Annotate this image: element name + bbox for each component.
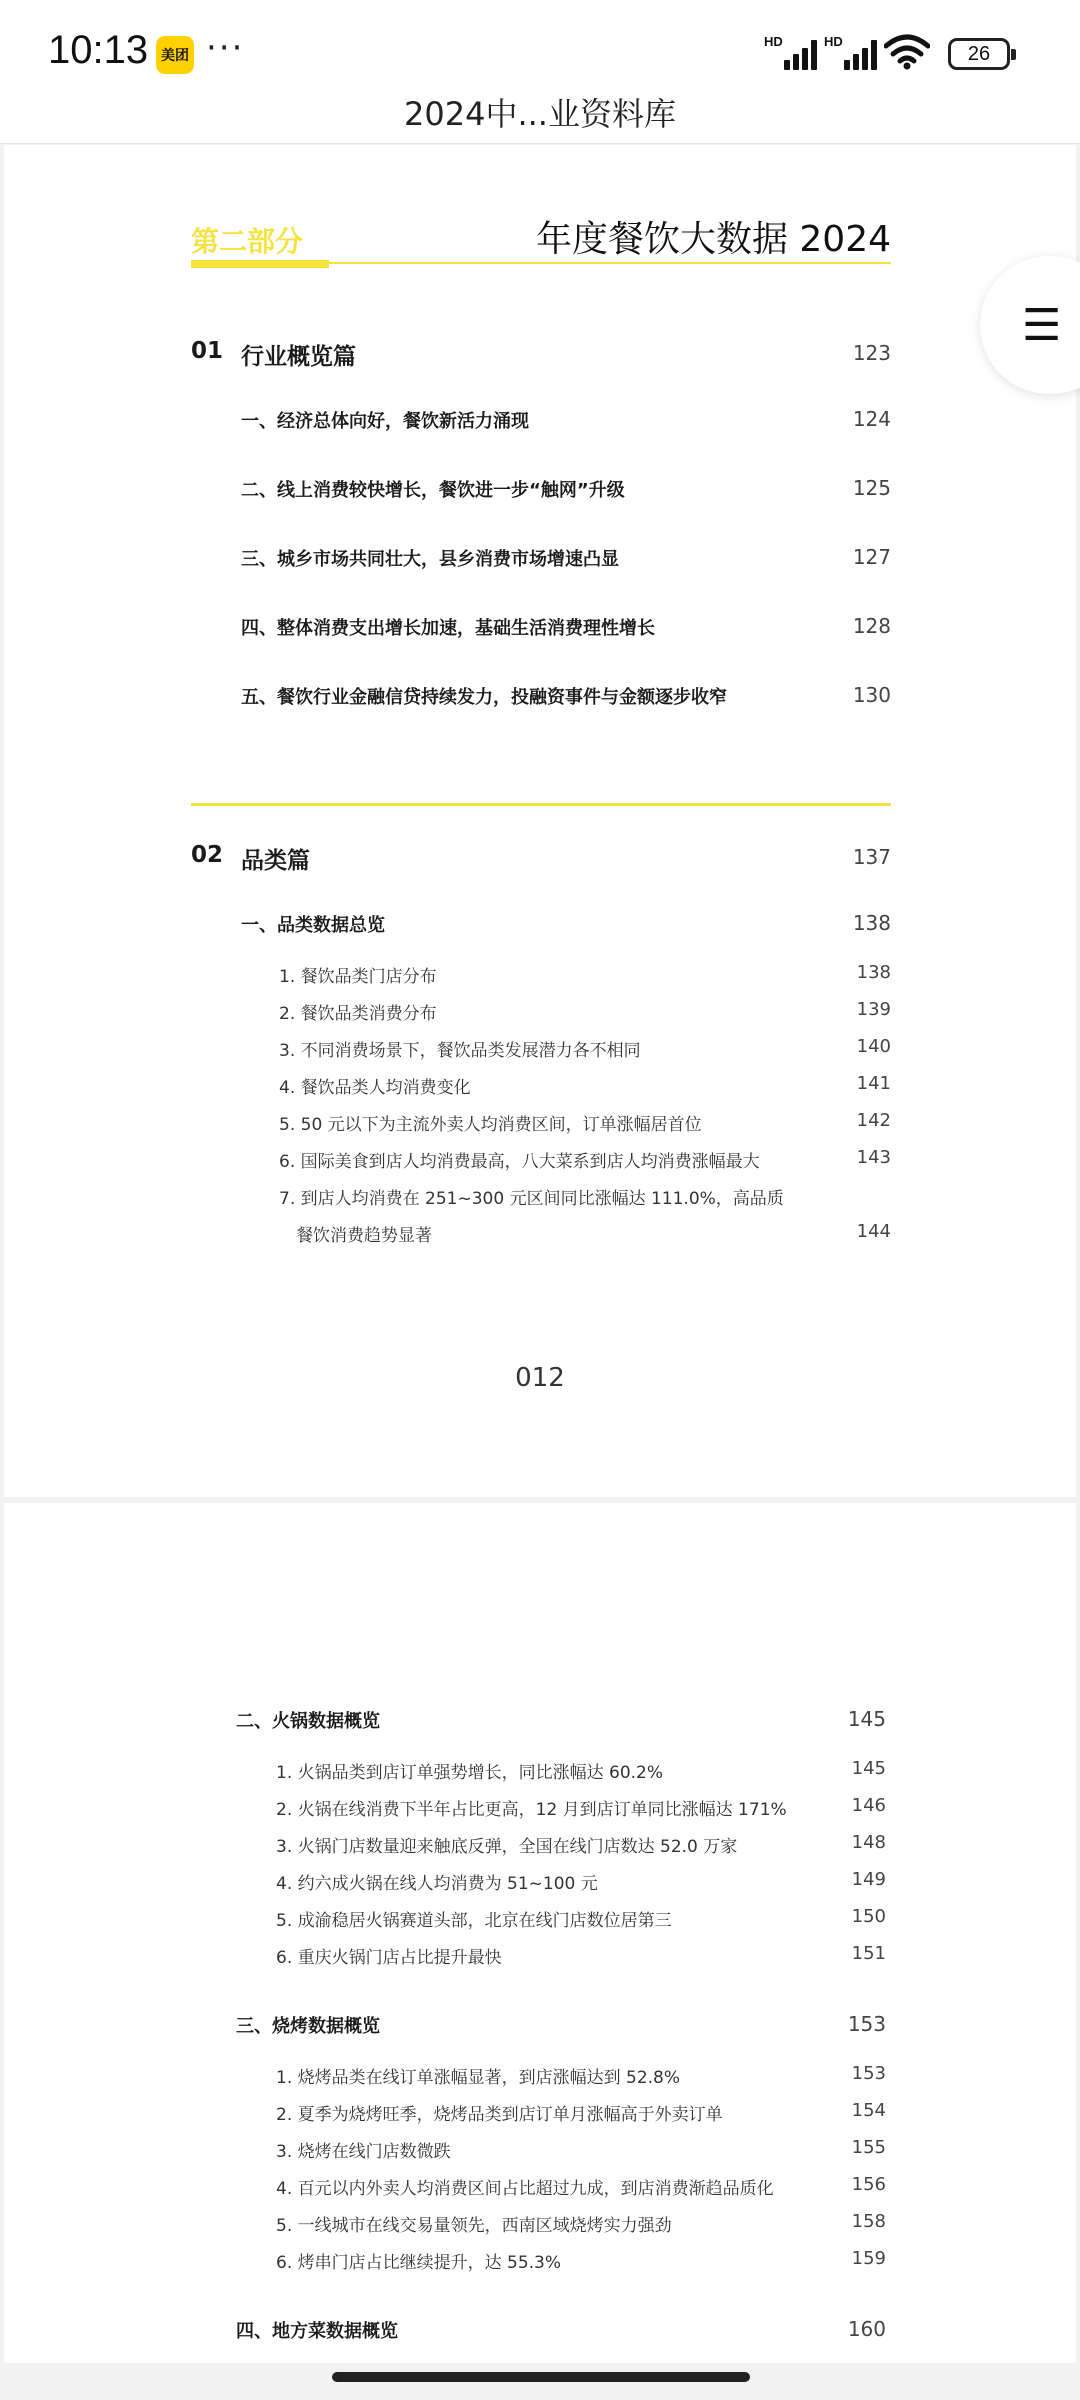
toc-entry-title: 四、整体消费支出增长加速，基础生活消费理性增长 <box>241 618 655 639</box>
part-label-underline <box>191 260 329 268</box>
toc-subentry-title: 2. 餐饮品类消费分布 <box>279 1004 437 1024</box>
toc-entry-title: 五、餐饮行业金融信贷持续发力，投融资事件与金额逐步收窄 <box>241 687 727 708</box>
signal-strength-icon-2 <box>824 34 882 72</box>
toc-subentry-page: 138 <box>856 962 891 983</box>
document-page-1 <box>4 145 1076 1497</box>
toc-entry-page: 153 <box>847 2012 886 2036</box>
signal-hd-label: HD <box>764 34 783 49</box>
toc-subentry-title: 2. 火锅在线消费下半年占比更高，12 月到店订单同比涨幅达 171% <box>276 1800 787 1820</box>
toc-subentry-page: 145 <box>851 1758 886 1779</box>
toc-subentry-page: 146 <box>851 1795 886 1816</box>
toc-subentry-title: 3. 烧烤在线门店数微跌 <box>276 2142 451 2162</box>
toc-subentry-page: 153 <box>851 2063 886 2084</box>
toc-entry-page: 127 <box>852 545 891 569</box>
part-heading: 年度餐饮大数据 2024 <box>535 219 891 260</box>
toc-subentry-page: 143 <box>856 1147 891 1168</box>
toc-subentry-title: 1. 烧烤品类在线订单涨幅显著，到店涨幅达到 52.8% <box>276 2068 681 2088</box>
battery-level: 26 <box>967 42 991 65</box>
toc-subentry-title: 餐饮消费趋势显著 <box>296 1226 432 1246</box>
toc-subentry-title: 5. 50 元以下为主流外卖人均消费区间，订单涨幅居首位 <box>279 1115 702 1135</box>
toc-subentry-page: 148 <box>851 1832 886 1853</box>
status-time: 10:13 <box>48 28 149 72</box>
toc-subentry-page: 150 <box>851 1906 886 1927</box>
status-bar <box>0 0 1080 92</box>
document-page-2 <box>4 1503 1076 2363</box>
toc-entry-page: 145 <box>847 1707 886 1731</box>
toc-subentry-page: 139 <box>856 999 891 1020</box>
meituan-app-icon: 美团 <box>156 36 194 74</box>
toc-entry-title: 三、烧烤数据概览 <box>236 2016 380 2037</box>
page-number: 012 <box>515 1363 565 1393</box>
battery-icon <box>948 38 1010 70</box>
toc-subentry-title: 4. 百元以内外卖人均消费区间占比超过九成，到店消费渐趋品质化 <box>276 2179 774 2199</box>
section-page: 137 <box>852 845 891 869</box>
section-number: 01 <box>191 338 224 364</box>
section-title: 品类篇 <box>241 848 310 874</box>
toc-subentry-title: 6. 重庆火锅门店占比提升最快 <box>276 1948 502 1968</box>
section-title: 行业概览篇 <box>241 344 356 370</box>
toc-subentry-title: 1. 餐饮品类门店分布 <box>279 967 437 987</box>
toc-entry-page: 138 <box>852 911 891 935</box>
toc-entry-page: 124 <box>852 407 891 431</box>
toc-subentry-page: 140 <box>856 1036 891 1057</box>
toc-entry-title: 二、火锅数据概览 <box>236 1711 380 1732</box>
more-notifications-icon: ··· <box>206 28 245 68</box>
toc-subentry-page: 151 <box>851 1943 886 1964</box>
hamburger-menu-icon: ☰ <box>1022 299 1062 351</box>
toc-entry-title: 四、地方菜数据概览 <box>236 2321 398 2342</box>
toc-subentry-page: 158 <box>851 2211 886 2232</box>
section-page: 123 <box>852 341 891 365</box>
toc-subentry-page: 159 <box>851 2248 886 2269</box>
toc-entry-page: 160 <box>847 2317 886 2341</box>
toc-entry-title: 二、线上消费较快增长，餐饮进一步“触网”升级 <box>241 480 625 501</box>
home-indicator[interactable] <box>332 2372 750 2382</box>
toc-subentry-page: 144 <box>856 1221 891 1242</box>
document-title-bar <box>0 92 1080 144</box>
toc-subentry-title: 5. 成渝稳居火锅赛道头部，北京在线门店数位居第三 <box>276 1911 672 1931</box>
toc-subentry-title: 4. 餐饮品类人均消费变化 <box>279 1078 471 1098</box>
toc-subentry-page: 156 <box>851 2174 886 2195</box>
toc-subentry-title: 1. 火锅品类到店订单强势增长，同比涨幅达 60.2% <box>276 1763 664 1783</box>
toc-subentry-title: 6. 烤串门店占比继续提升，达 55.3% <box>276 2253 562 2273</box>
toc-entry-page: 125 <box>852 476 891 500</box>
signal-hd-label-2: HD <box>824 34 843 49</box>
toc-subentry-title: 6. 国际美食到店人均消费最高，八大菜系到店人均消费涨幅最大 <box>279 1152 760 1172</box>
wifi-icon <box>884 34 930 70</box>
toc-subentry-page: 149 <box>851 1869 886 1890</box>
toc-subentry-page: 155 <box>851 2137 886 2158</box>
toc-subentry-title: 7. 到店人均消费在 251~300 元区间同比涨幅达 111.0%，高品质 <box>279 1189 784 1209</box>
toc-subentry-title: 4. 约六成火锅在线人均消费为 51~100 元 <box>276 1874 598 1894</box>
toc-subentry-title: 2. 夏季为烧烤旺季，烧烤品类到店订单月涨幅高于外卖订单 <box>276 2105 723 2125</box>
toc-subentry-title: 3. 不同消费场景下，餐饮品类发展潜力各不相同 <box>279 1041 641 1061</box>
toc-entry-title: 三、城乡市场共同壮大，县乡消费市场增速凸显 <box>241 549 619 570</box>
document-title: 2024中...业资料库 <box>404 95 676 133</box>
toc-entry-page: 130 <box>852 683 891 707</box>
signal-strength-icon <box>764 34 822 72</box>
part-label: 第二部分 <box>191 225 304 258</box>
toc-subentry-page: 141 <box>856 1073 891 1094</box>
toc-subentry-page: 142 <box>856 1110 891 1131</box>
section-divider <box>191 803 891 806</box>
toc-subentry-title: 3. 火锅门店数量迎来触底反弹，全国在线门店数达 52.0 万家 <box>276 1837 738 1857</box>
section-number: 02 <box>191 842 224 868</box>
toc-entry-title: 一、品类数据总览 <box>241 915 385 936</box>
toc-subentry-page: 154 <box>851 2100 886 2121</box>
toc-entry-page: 128 <box>852 614 891 638</box>
toc-entry-title: 一、经济总体向好，餐饮新活力涌现 <box>241 411 529 432</box>
toc-subentry-title: 5. 一线城市在线交易量领先，西南区域烧烤实力强劲 <box>276 2216 672 2236</box>
